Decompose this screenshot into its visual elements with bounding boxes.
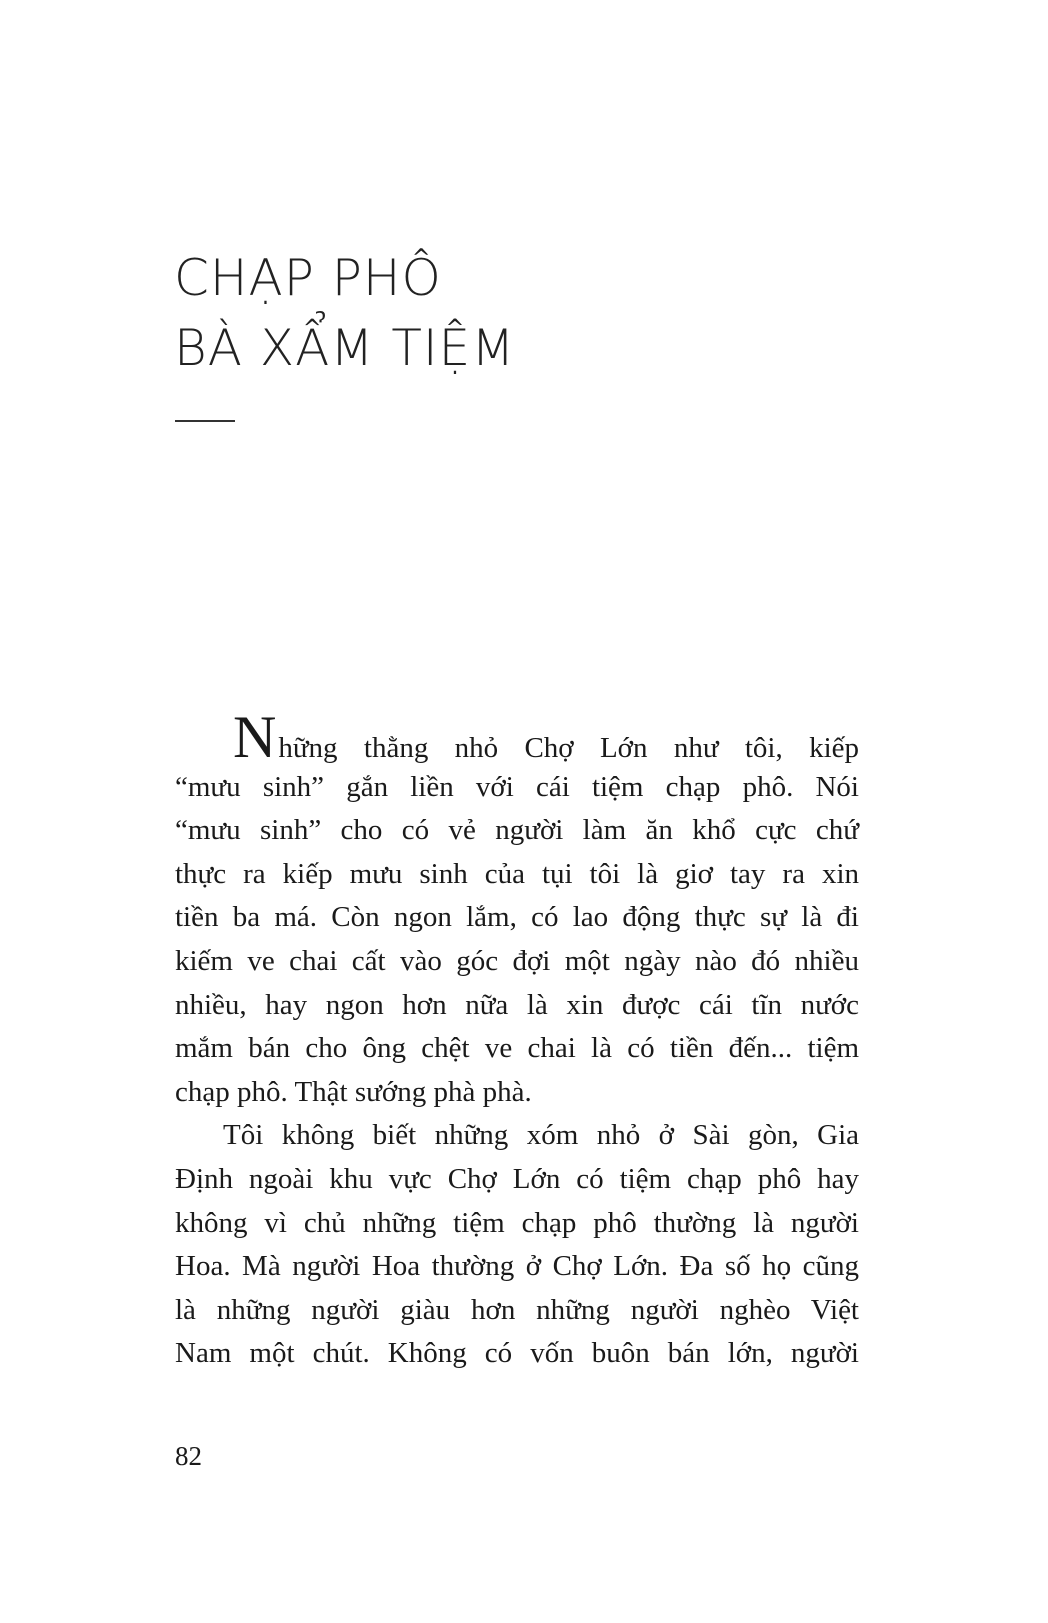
text-line: “mưu sinh” gắn liền với cái tiệm chạp phô. Nói bbox=[175, 770, 859, 803]
page-number: 82 bbox=[175, 1441, 202, 1471]
text-line: thực ra kiếp mưu sinh của tụi tôi là giơ tay ra xin bbox=[175, 857, 859, 890]
body-text bbox=[175, 704, 859, 1376]
text-line: mắm bán cho ông chệt ve chai là có tiền đến... tiệm bbox=[175, 1032, 859, 1065]
text-line: chạp phô. Thật sướng phà phà. bbox=[175, 1075, 532, 1108]
chapter-title-line-2: BÀ XẨM TIỆM bbox=[174, 319, 516, 377]
text-line: Những thằng nhỏ Chợ Lớn như tôi, kiếp bbox=[233, 704, 859, 770]
paragraph-1 bbox=[175, 704, 859, 1114]
text-line: Hoa. Mà người Hoa thường ở Chợ Lớn. Đa số họ cũng bbox=[175, 1250, 859, 1283]
drop-cap: N bbox=[233, 704, 277, 770]
text-line: Nam một chút. Không có vốn buôn bán lớn, người bbox=[175, 1337, 859, 1370]
text-line: kiếm ve chai cất vào góc đợi một ngày nào đó nhiều bbox=[175, 944, 859, 977]
text-line: là những người giàu hơn những người nghèo Việt bbox=[175, 1293, 859, 1326]
chapter-title-line-1: CHẠP PHÔ bbox=[174, 249, 442, 307]
text-line: Tôi không biết những xóm nhỏ ở Sài gòn, Gia bbox=[223, 1119, 859, 1152]
text-line: không vì chủ những tiệm chạp phô thường là người bbox=[175, 1206, 859, 1239]
text-line: tiền ba má. Còn ngon lắm, có lao động thực sự là đi bbox=[175, 901, 859, 934]
title-divider bbox=[175, 420, 235, 422]
paragraph-2 bbox=[175, 1114, 859, 1376]
text-line: nhiều, hay ngon hơn nữa là xin được cái tĩn nước bbox=[175, 988, 859, 1021]
text-line: Định ngoài khu vực Chợ Lớn có tiệm chạp phô hay bbox=[175, 1162, 859, 1195]
text-line: “mưu sinh” cho có vẻ người làm ăn khổ cực chứ bbox=[175, 814, 859, 847]
